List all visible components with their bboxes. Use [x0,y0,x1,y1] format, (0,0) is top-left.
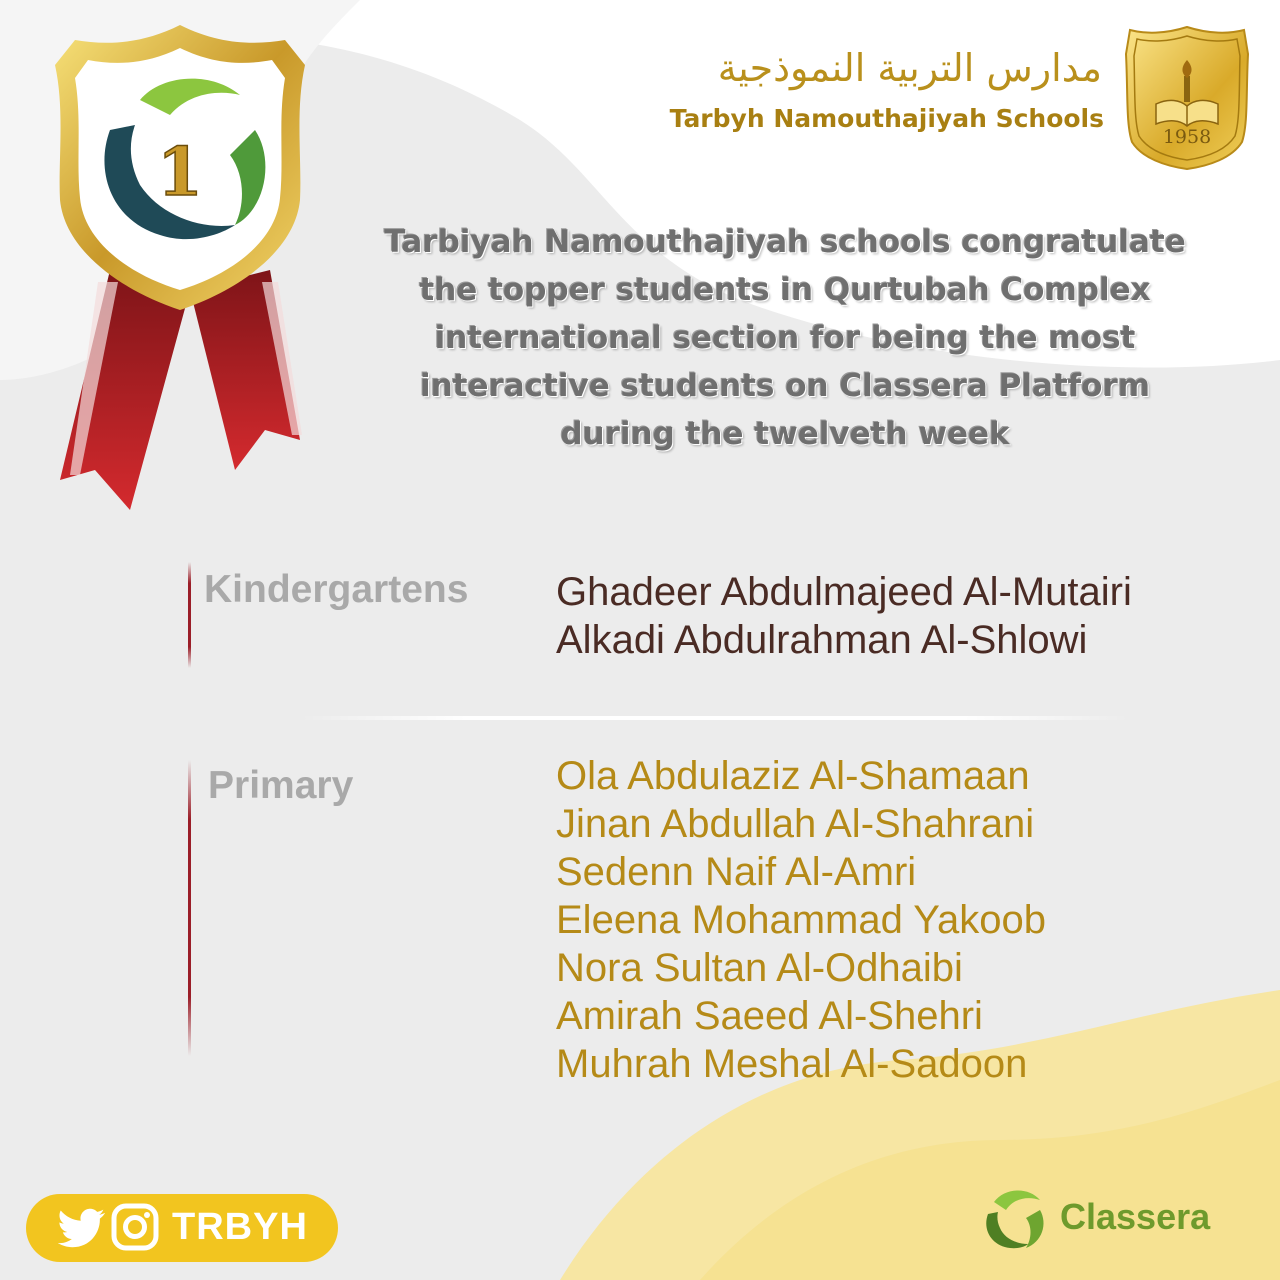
student-name: Sedenn Naif Al-Amri [556,850,917,894]
section-divider-bar [188,562,191,668]
school-name-english: Tarbyh Namouthajiyah Schools [669,104,1104,133]
primary-names-list [556,752,1046,1088]
crest-year-text: 1958 [1162,126,1212,148]
classera-wordmark: Classera [1060,1196,1211,1237]
student-name: Jinan Abdullah Al-Shahrani [556,802,1035,846]
student-name: Muhrah Meshal Al-Sadoon [556,1042,1028,1086]
medal-rank-text: 1 [157,133,203,211]
headline-line: Tarbiyah Namouthajiyah schools congratulate [384,224,1186,260]
student-name: Ola Abdulaziz Al-Shamaan [556,754,1030,798]
headline [320,218,1250,458]
headline-line: the topper students in Qurtubah Complex [419,272,1151,308]
social-handle-text: TRBYH [172,1206,308,1248]
section-label-kindergartens: Kindergartens [204,568,469,611]
twitter-icon [58,1208,106,1248]
headline-line: international section for being the most [434,320,1136,356]
school-crest-icon [1124,24,1250,170]
student-name: Alkadi Abdulrahman Al-Shlowi [556,618,1088,662]
school-name-arabic: مدارس التربية النموذجية [717,46,1102,90]
section-divider-bar [188,760,191,1056]
medal-badge [40,20,320,520]
student-name: Nora Sultan Al-Odhaibi [556,946,963,990]
headline-line: interactive students on Classera Platform [419,368,1151,404]
headline-line: during the twelveth week [560,416,1010,452]
section-separator [300,716,1130,720]
student-name: Amirah Saeed Al-Shehri [556,994,983,1038]
kindergarten-names-list [556,568,1132,664]
classera-logo-icon [980,1184,1048,1252]
instagram-icon [110,1202,160,1252]
student-name: Eleena Mohammad Yakoob [556,898,1046,942]
student-name: Ghadeer Abdulmajeed Al-Mutairi [556,570,1132,614]
section-label-primary: Primary [208,764,354,807]
